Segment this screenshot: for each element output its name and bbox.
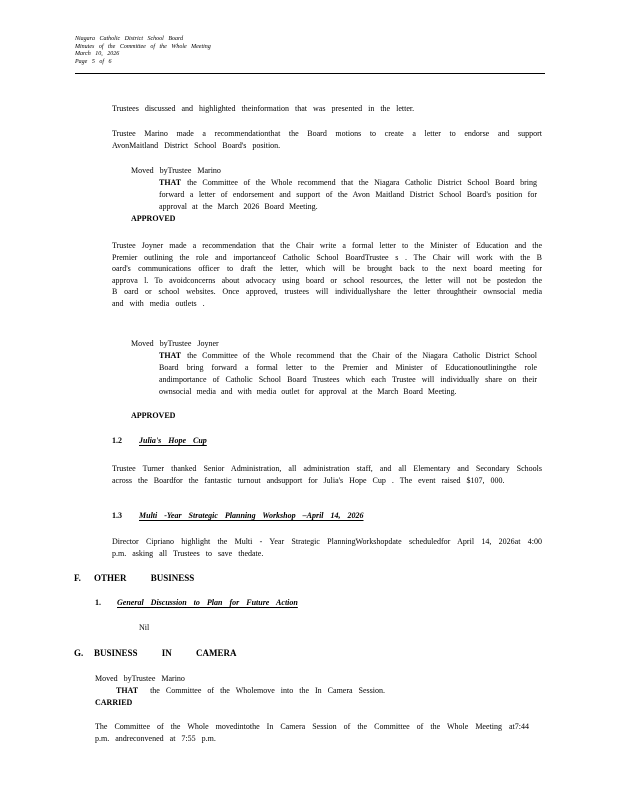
section-title-julias-hope-cup: Julia's Hope Cup — [139, 436, 207, 445]
section-number-1-2: 1.2 — [112, 436, 122, 445]
moved-by-joyner: Moved byTrustee Joyner — [131, 339, 219, 348]
item-number-1: 1. — [95, 598, 101, 607]
page-header — [75, 36, 545, 66]
paragraph-marino-recommendation: Trustee Marino made a recommendationthat the Board motions to create a letter to endorse and support AvonMaitland District School Board's position. — [112, 129, 542, 150]
motion-text: the Committee of the Whole recommend that the Chair of the Niagara Catholic District School Board bring forward a formal letter to the Premier and Minister of Educationoutliningthe role andimportance of Catholic School Board Trustees which each Trustee will individually share on their ownsocial media and with media outlet for approval at the March Board Meeting. — [159, 351, 537, 396]
approved-label: APPROVED — [131, 214, 176, 223]
motion-formal-letter — [159, 350, 537, 398]
motion-in-camera — [116, 685, 385, 697]
motion-avon-maitland — [159, 177, 537, 213]
section-title-other-business: OTHER BUSINESS — [94, 573, 195, 583]
that-keyword: THAT — [159, 351, 182, 360]
header-date: March 10, 2026 — [75, 51, 120, 57]
section-letter-g: G. — [74, 648, 84, 658]
paragraph-turner-thanks: Trustee Turner thanked Senior Administration, all administration staff, and all Elementary and Secondary Schools across the Boardfor the fantastic turnout andsupport for Julia's Hope Cup . The event raised $107, 000. — [112, 464, 542, 485]
section-number-1-3: 1.3 — [112, 511, 122, 520]
motion-text: the Committee of the Whole recommend that the Niagara Catholic District School Board bring forward a letter of endorsement and support of the Avon Maitland District School Board's position for approval at the March 2026 Board Meeting. — [159, 178, 537, 211]
paragraph-in-camera-session: The Committee of the Whole movedintothe In Camera Session of the Committee of the Whole Meeting at7:44 p.m. andreconvened at 7:55 p.m. — [95, 722, 529, 743]
section-title-strategic-planning: Multi -Year Strategic Planning Workshop –April 14, 2026 — [139, 511, 364, 520]
carried-label: CARRIED — [95, 698, 133, 707]
paragraph-trustees-discussed: Trustees discussed and highlighted theinformation that was presented in the letter. — [112, 104, 415, 113]
motion-text: the Committee of the Wholemove into the In Camera Session. — [150, 686, 385, 695]
paragraph-cipriano-workshop: Director Cipriano highlight the Multi - Year Strategic PlanningWorkshopdate scheduledfor April 14, 2026at 4:00 p.m. asking all Trustees to save thedate. — [112, 537, 542, 558]
approved-label: APPROVED — [131, 411, 176, 420]
moved-by-marino-camera: Moved byTrustee Marino — [95, 674, 185, 683]
section-title-business-in-camera: BUSINESS IN CAMERA — [94, 648, 237, 658]
that-keyword: THAT — [159, 178, 182, 187]
item-title-general-discussion: General Discussion to Plan for Future Action — [117, 598, 298, 607]
header-doc-title: Minutes of the Committee of the Whole Meeting — [75, 43, 211, 50]
moved-by-marino: Moved byTrustee Marino — [131, 166, 221, 175]
paragraph-joyner-recommendation: Trustee Joyner made a recommendation that the Chair write a formal letter to the Minister of Education and the Premier outlining the role and importanceof Catholic School BoardTrustee s . The Chair will work with the B oard's communications officer to draft the letter, which will be brought back to the next board meeting for approva l. To avoidconcerns about advocacy using board or school resources, the letter will not be postedon the B oard or school websites. Once approved, trustees will individuallyshare the letter throughtheir ownsocial media and with media outlets . — [112, 241, 542, 308]
header-org: Niagara Catholic District School Board — [75, 36, 184, 42]
section-letter-f: F. — [74, 573, 81, 583]
header-divider — [75, 73, 545, 74]
item-body-nil: Nil — [139, 623, 150, 632]
that-keyword: THAT — [116, 686, 139, 695]
header-page-number: Page 5 of 6 — [75, 58, 112, 65]
